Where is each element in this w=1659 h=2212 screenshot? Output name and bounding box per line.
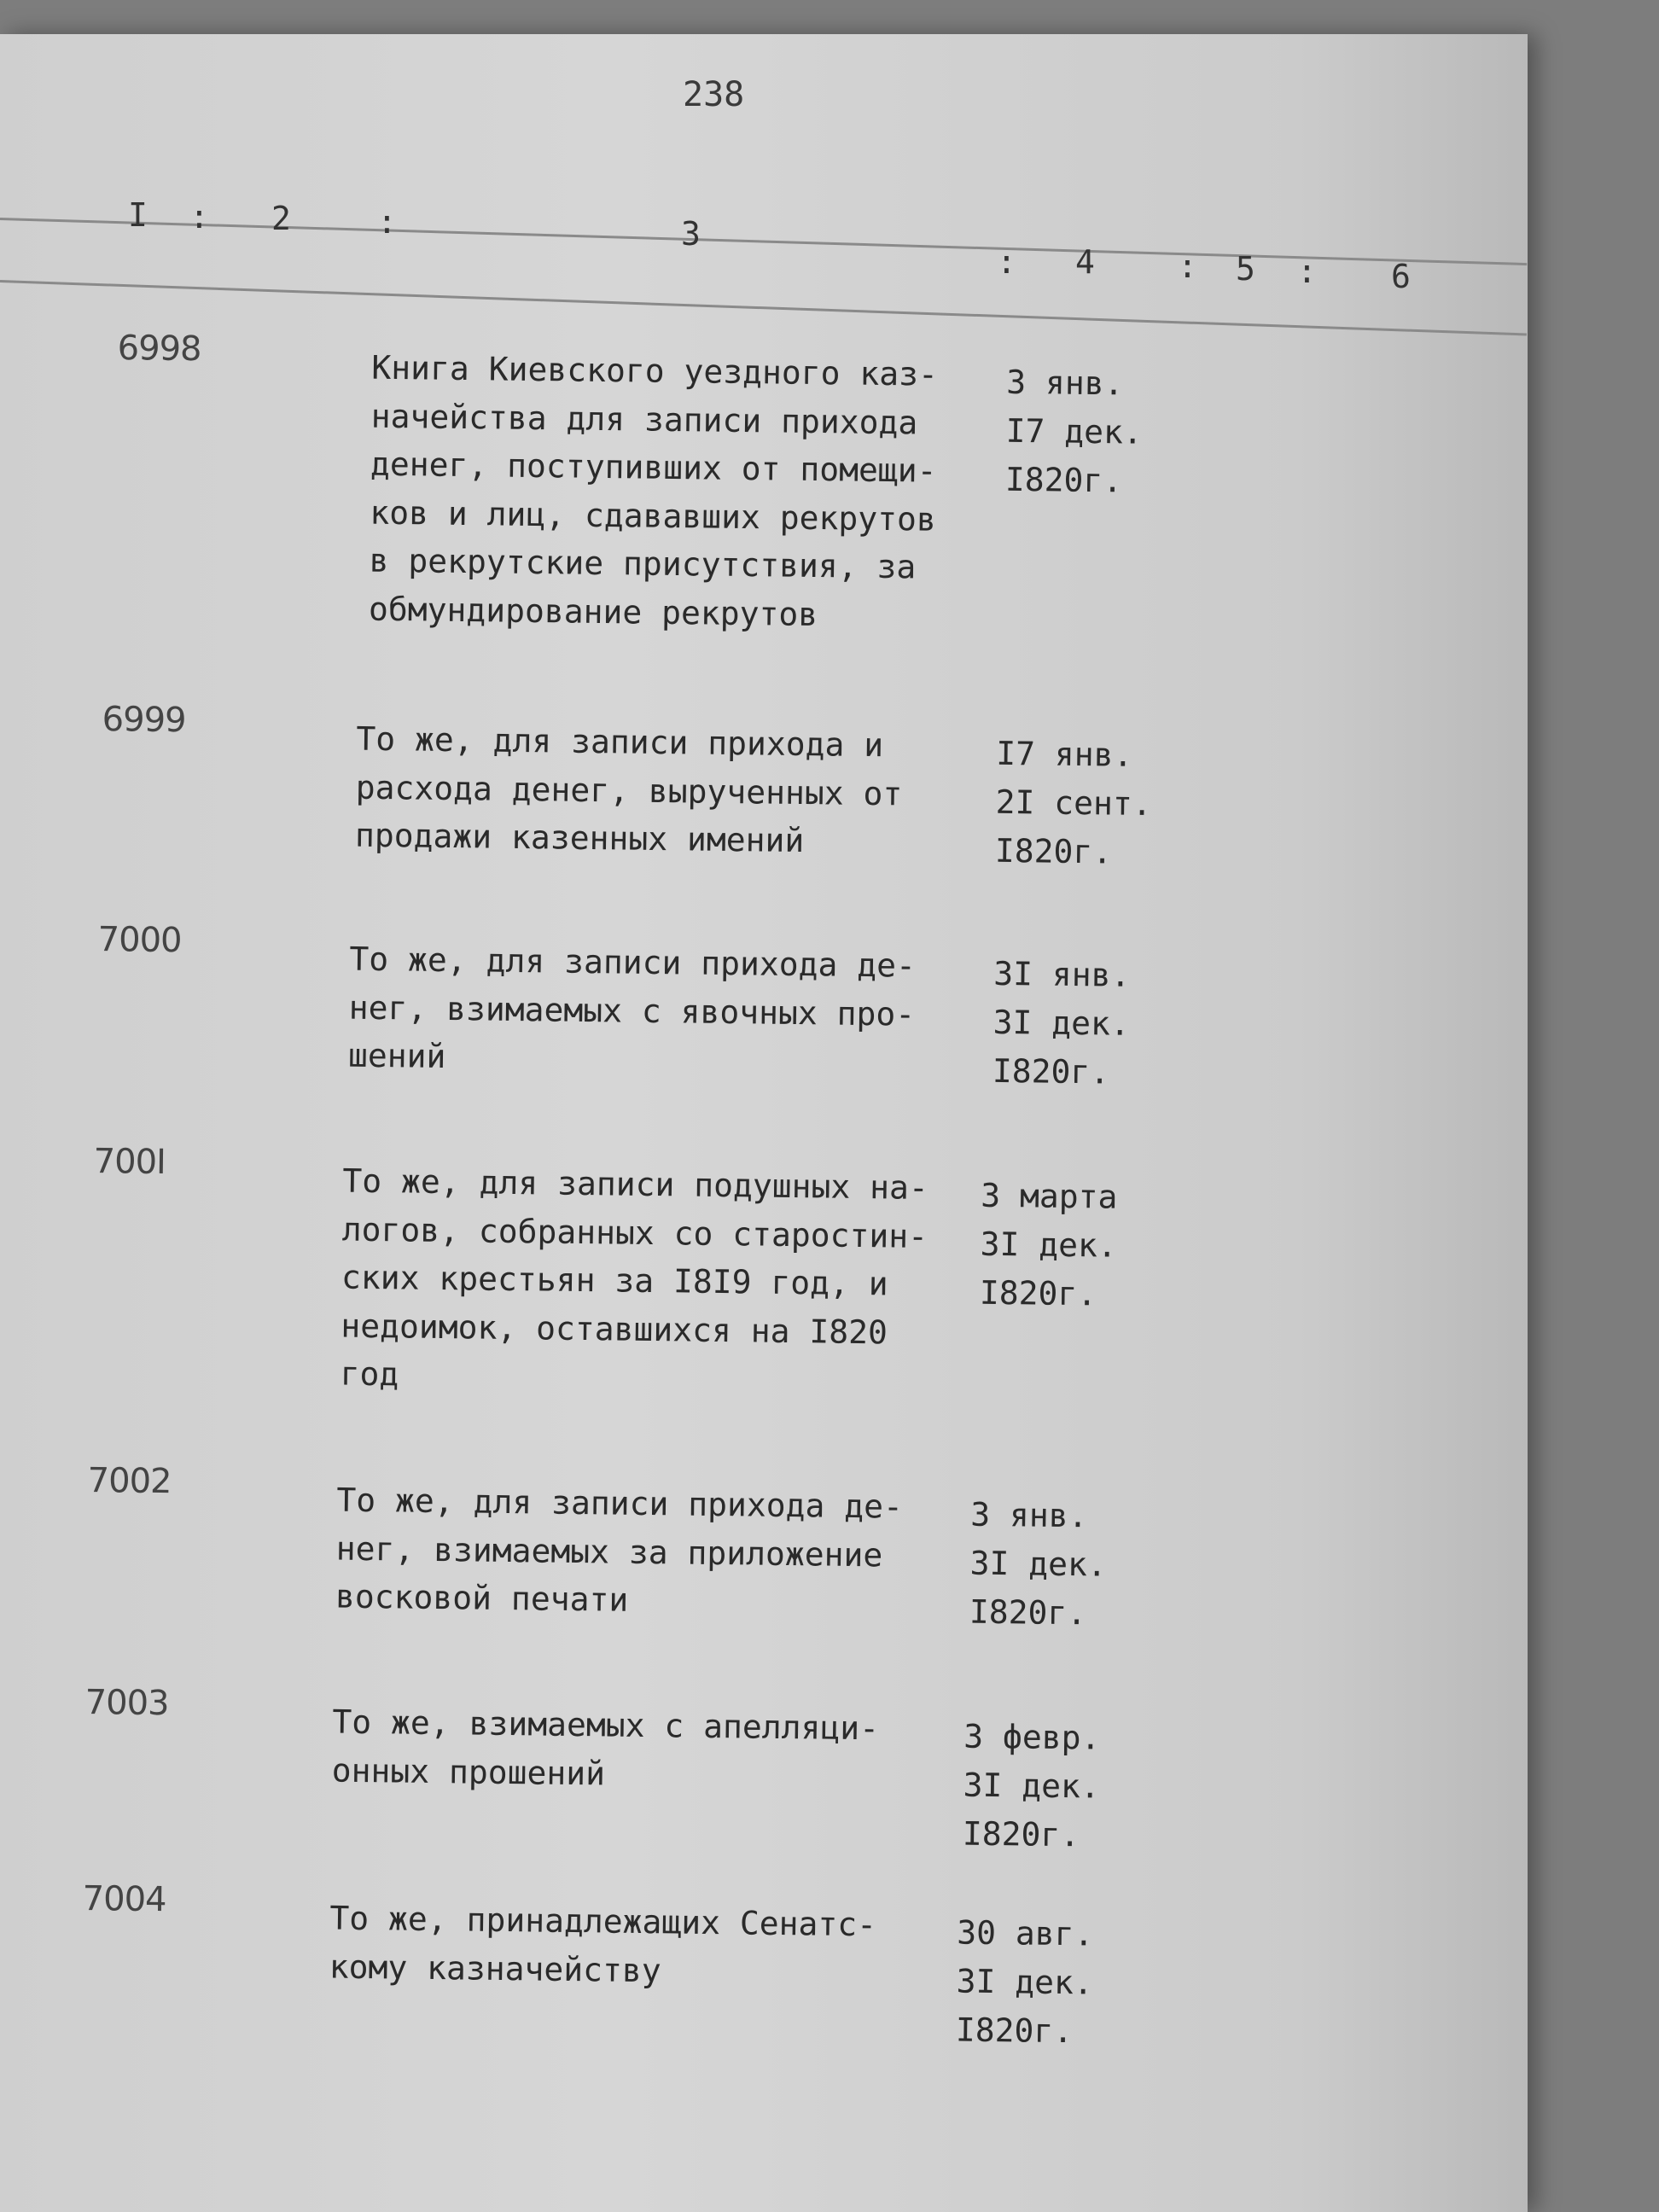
column-separator: : <box>1178 247 1197 285</box>
column-header-5: 5 <box>1236 250 1255 288</box>
column-header-2: 2 <box>271 200 291 237</box>
entry-description: То же, для записи прихода и расхода денег, вырученных от продажи казенных имений <box>354 719 903 860</box>
page-number: 238 <box>683 75 745 114</box>
column-separator: : <box>997 243 1016 281</box>
column-separator: : <box>377 203 397 241</box>
entry-description: То же, принадлежащих Сенатс- кому казначейству <box>329 1899 877 1989</box>
entry-number: 700I <box>93 1142 166 1183</box>
column-separator: : <box>189 198 209 236</box>
entry-dates: 3 янв. 3I дек. I820г. <box>969 1495 1108 1633</box>
entry-dates: I7 янв. 2I сент. I820г. <box>994 734 1152 871</box>
entry-number: 7002 <box>87 1461 172 1502</box>
entry-description: То же, для записи прихода де- нег, взимаемых с явочных про- шений <box>347 940 917 1075</box>
document-page <box>0 34 1528 2212</box>
entry-dates: 3I янв. 3I дек. I820г. <box>992 954 1131 1091</box>
entry-description: То же, для записи подушных на- логов, собранных со старостин- ских крестьян за I8I9 год, и недоимок, оставшихся на I820 год <box>340 1161 929 1394</box>
column-header-6: 6 <box>1391 258 1411 295</box>
entry-number: 7004 <box>82 1879 166 1920</box>
entry-dates: 3 янв. I7 дек. I820г. <box>1004 363 1144 500</box>
entry-number: 6998 <box>117 329 201 370</box>
entry-dates: 30 авг. 3I дек. I820г. <box>955 1913 1094 2051</box>
entry-description: Книга Киевского уездного каз- начейства для записи прихода денег, поступивших от помещи- ков и лиц, сдававших рекрутов в рекрутские присутствия, за обмундирование рекрутов <box>368 348 939 633</box>
column-separator: : <box>1297 253 1317 290</box>
column-header-3: 3 <box>681 215 701 253</box>
column-header-1: I <box>128 196 148 234</box>
entry-number: 7000 <box>97 920 182 961</box>
column-header-4: 4 <box>1075 243 1095 281</box>
entry-dates: 3 февр. 3I дек. I820г. <box>962 1717 1101 1854</box>
entry-number: 7003 <box>84 1683 169 1724</box>
entry-description: То же, взимаемых с апелляци- онных прошений <box>331 1703 880 1792</box>
entry-number: 6999 <box>102 700 186 741</box>
entry-description: То же, для записи прихода де- нег, взимаемых за приложение восковой печати <box>335 1481 904 1619</box>
entry-dates: 3 марта 3I дек. I820г. <box>979 1176 1118 1313</box>
